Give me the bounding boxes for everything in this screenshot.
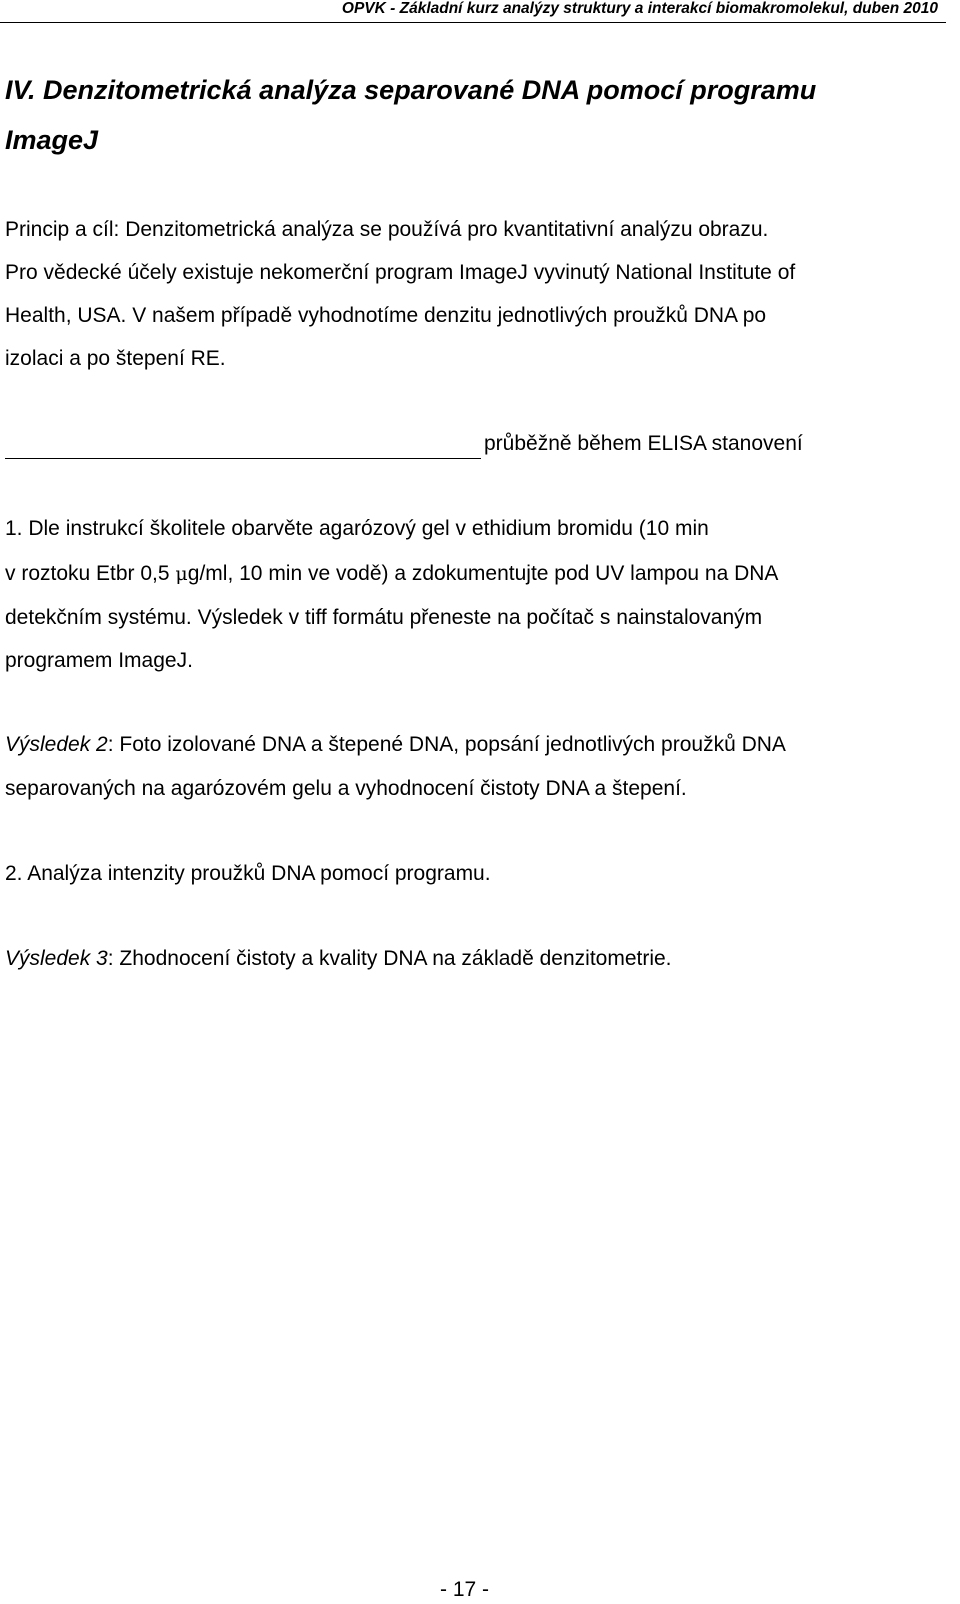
timing-note: průběžně během ELISA stanovení <box>484 432 803 455</box>
result-3-text: : Zhodnocení čistoty a kvality DNA na základě denzitometrie. <box>107 947 672 970</box>
page-number: - 17 - <box>440 1578 490 1601</box>
step-2-line: 2. Analýza intenzity proužků DNA pomocí programu. <box>5 862 491 885</box>
section-title: IV. Denzitometrická analýza separované DNA pomocí programu <box>5 75 817 105</box>
running-header: OPVK - Základní kurz analýzy struktury a interakcí biomakromolekul, duben 2010 <box>341 0 938 17</box>
section-title-continued: ImageJ <box>5 125 99 155</box>
result-2-line: separovaných na agarózovém gelu a vyhodnocení čistoty DNA a štepení. <box>5 777 687 800</box>
principle-line: izolaci a po štepení RE. <box>5 347 226 370</box>
micro-symbol: μ <box>175 563 188 585</box>
step-1-text: g/ml, 10 min ve vodě) a zdokumentujte pod UV lampou na DNA <box>187 562 779 585</box>
principle-line: Princip a cíl: Denzitometrická analýza se používá pro kvantitativní analýzu obrazu. <box>5 218 769 241</box>
blank-fill-line <box>5 458 481 459</box>
result-2-line <box>5 732 786 758</box>
step-1-line: programem ImageJ. <box>5 649 193 672</box>
header-divider <box>0 22 946 23</box>
result-3-label: Výsledek 3 <box>5 947 108 970</box>
step-1-line <box>5 561 778 587</box>
step-1-line: 1. Dle instrukcí školitele obarvěte agarózový gel v ethidium bromidu (10 min <box>5 517 709 540</box>
step-1-text: v roztoku Etbr 0,5 <box>5 562 176 585</box>
result-3-line <box>5 946 672 972</box>
principle-line: Health, USA. V našem případě vyhodnotíme denzitu jednotlivých proužků DNA po <box>5 304 767 327</box>
result-2-text: : Foto izolované DNA a štepené DNA, popsání jednotlivých proužků DNA <box>107 733 786 756</box>
principle-line: Pro vědecké účely existuje nekomerční program ImageJ vyvinutý National Institute of <box>5 261 796 284</box>
step-1-line: detekčním systému. Výsledek v tiff formátu přeneste na počítač s nainstalovaným <box>5 606 763 629</box>
result-2-label: Výsledek 2 <box>5 733 108 756</box>
